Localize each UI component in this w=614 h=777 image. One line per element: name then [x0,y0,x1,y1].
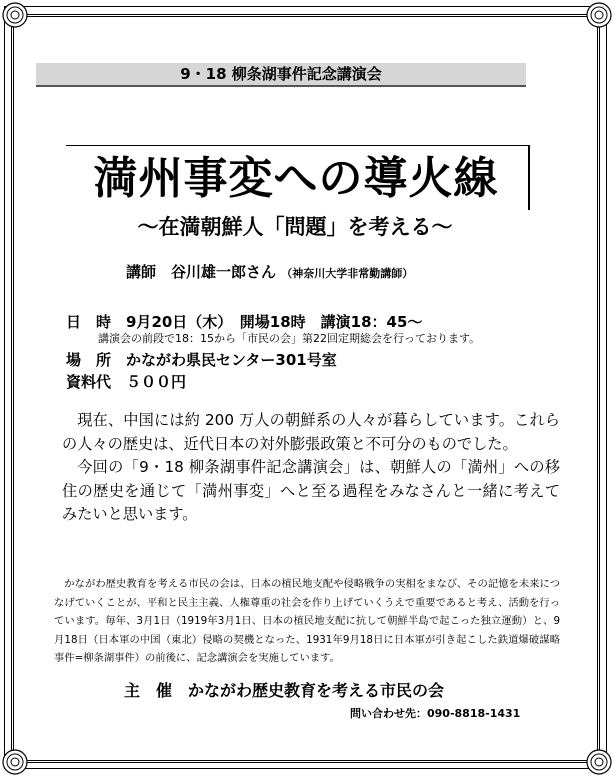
corner-ornament-icon [584,747,614,777]
corner-ornament-icon [584,0,614,30]
organization-description [54,575,560,668]
lecturer-line [126,262,546,284]
lecturer-affiliation: （神奈川大学非常勤講師） [281,267,414,280]
sponsor-line: 主 催 かながわ歴史教育を考える市民の会 [124,681,445,700]
event-venue: 場 所 かながわ県民センター301号室 [66,351,337,369]
body-text [62,409,560,527]
corner-ornament-icon [0,0,30,30]
contact-line: 問い合わせ先：090-8818-1431 [350,707,521,720]
body-paragraph: 今回の「9・18 柳条湖事件記念講演会」は、朝鮮人の「満州」への移住の歴史を通じて「満州事変」へと至る過程をみなさんと一緒に考えてみたいと思います。 [62,458,560,523]
event-note: 講演会の前段で18：15から「市民の会」第22回定期総会を行っております。 [98,332,481,345]
organization-paragraph: かながわ歴史教育を考える市民の会は、日本の植民地支配や侵略戦争の実相をまなび、その記憶を未来につなげていくことが、平和と民主主義、人権尊重の社会を作り上げていくうえで重要であると考え、活動を行っています。毎年、3月1日（1919年3月1日、日本の植民地支配に抗して朝鮮半島で起こった独立運動）と、9月18日（日本軍の中国（東北）侵略の契機となった、1931年9月18日に日本軍が引き起こした鉄道爆破謀略事件=柳条湖事件）の前後に、記念講演会を実施しています。 [54,578,560,664]
event-banner: 9・18 柳条湖事件記念講演会 [36,63,526,87]
event-fee: 資料代 ５００円 [66,373,187,391]
lecturer-name: 講師 谷川雄一郎さん [126,263,277,281]
page-title: 満州事変への導火線 [93,153,499,204]
body-paragraph: 現在、中国には約 200 万人の朝鮮系の人々が暮らしています。これらの人々の歴史は、近代日本の対外膨張政策と不可分のものでした。 [62,411,560,453]
corner-ornament-icon [0,747,30,777]
event-datetime: 日 時 9月20日（木） 開場18時 講演18：45～ [66,313,423,331]
page-subtitle: ～在満朝鮮人「問題」を考える～ [137,215,453,239]
title-box [66,145,530,210]
